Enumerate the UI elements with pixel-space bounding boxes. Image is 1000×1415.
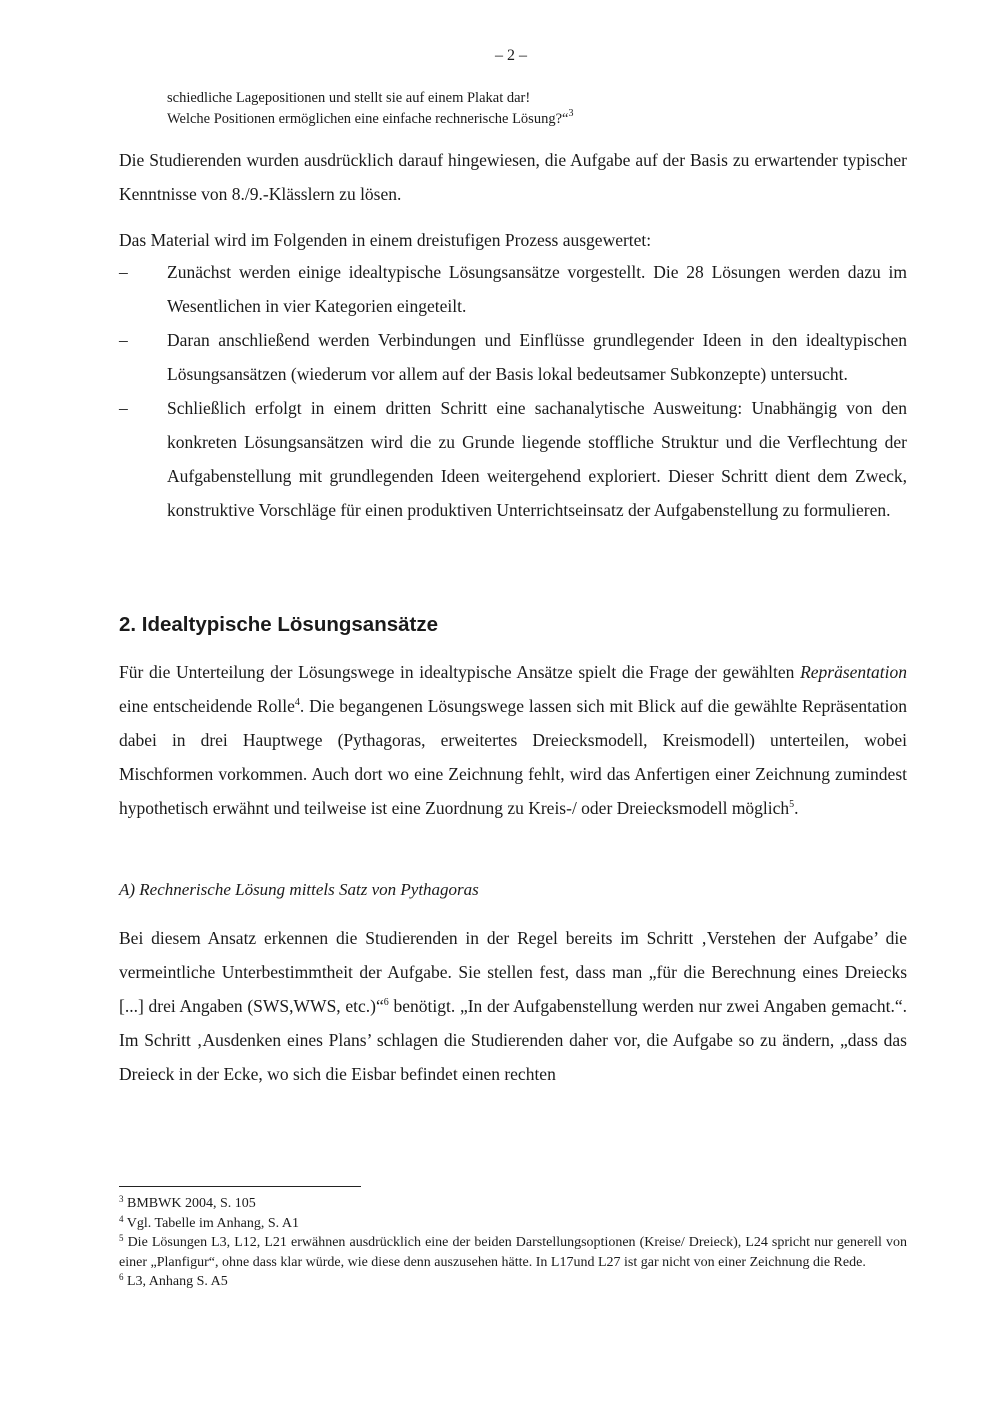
footnotes <box>119 1194 907 1292</box>
footnote-6 <box>119 1272 907 1292</box>
footnote-ref-3[interactable]: 3 <box>568 108 574 119</box>
footnote-4 <box>119 1214 907 1234</box>
dash-bullet-icon: – <box>119 330 128 350</box>
dash-bullet-icon: – <box>119 398 128 418</box>
text-run: Für die Unterteilung der Lösungswege in idealtypische Ansätze spielt die Frage der gewählten <box>119 662 801 682</box>
intro-paragraph-2 <box>119 223 907 257</box>
footnote-ref-6[interactable]: 6 <box>383 997 389 1008</box>
quote-line-2 <box>167 109 907 130</box>
footnote-separator <box>119 1186 361 1187</box>
footnote-3 <box>119 1194 907 1214</box>
footnote-text: L3, Anhang S. A5 <box>123 1274 228 1289</box>
footnote-ref-4[interactable]: 4 <box>294 697 300 708</box>
process-list <box>119 255 907 527</box>
subsection-a-paragraph-text <box>119 921 907 1091</box>
quote-line-2-text: Welche Positionen ermöglichen eine einfache rechnerische Lösung?“ <box>167 111 569 127</box>
page-number: – 2 – <box>495 47 527 64</box>
list-item-text: Daran anschließend werden Verbindungen und Einflüsse grundlegender Ideen in den idealtypischen Lösungsansätzen (wiederum vor allem auf der Basis lokal bedeutsamer Subkonzepte) untersucht. <box>167 330 907 384</box>
text-run: . <box>794 798 799 818</box>
intro-paragraph-1 <box>119 143 907 211</box>
list-item <box>119 255 907 323</box>
text-run: eine entscheidende Rolle <box>119 696 295 716</box>
intro-paragraph-1-text: Die Studierenden wurden ausdrücklich darauf hingewiesen, die Aufgabe auf der Basis zu erwartender typischer Kenntnisse von 8./9.-Klässlern zu lösen. <box>119 150 907 204</box>
text-run: Bei diesem Ansatz erkennen die Studierenden in der Regel bereits im Schritt ‚Verstehen der Aufgabe’ die vermeintliche Unterbestimmtheit der Aufgabe. Sie stellen fest, dass man „für die Berechnung eines Dreiecks [...] drei Angaben (SWS,WWS, etc.)“ <box>119 928 907 1016</box>
section-2-paragraph <box>119 655 907 825</box>
footnote-text: Die Lösungen L3, L12, L21 erwähnen ausdrücklich eine der beiden Darstellungsoptionen (Kreise/ Dreieck), L24 spricht nur generell von einer „Planfigur“, ohne dass klar würde, wie diese denn auszusehen hätte. In L17und L27 ist gar nicht von einer Zeichnung die Rede. <box>119 1235 907 1270</box>
quote-line-1: schiedliche Lagepositionen und stellt sie auf einem Plakat dar! <box>167 90 531 106</box>
list-item <box>119 323 907 391</box>
block-quote <box>167 88 907 130</box>
text-run: . Die begangenen Lösungswege lassen sich mit Blick auf die gewählte Repräsentation dabei in drei Hauptwege (Pythagoras, erweitertes Dreiecksmodell, Kreismodell) unterteilen, wobei Mischformen vorkommen. Auch dort wo eine Zeichnung fehlt, wird das Anfertigen einer Zeichnung zumindest hypothetisch erwähnt und teilweise ist eine Zuordnung zu Kreis-/ oder Dreiecksmodell möglich <box>119 696 907 818</box>
footnote-mark: 4 <box>119 1213 124 1224</box>
list-item-text: Schließlich erfolgt in einem dritten Schritt eine sachanalytische Ausweitung: Unabhängig von den konkreten Lösungsansätzen wird die zu Grunde liegende stoffliche Struktur und die Verflechtung der Aufgabenstellung mit grundlegenden Ideen weitergehend exploriert. Dieser Schritt dient dem Zweck, konstruktive Vorschläge für einen produktiven Unterrichtseinsatz der Aufgabenstellung zu formulieren. <box>167 398 907 520</box>
text-run: benötigt. „In der Aufgabenstellung werden nur zwei Angaben gemacht.“. Im Schritt ‚Ausdenken eines Plans’ schlagen die Studierenden daher vor, die Aufgabe so zu ändern, „dass das Dreieck in der Ecke, wo sich die Eisbar befindet einen rechten <box>119 996 908 1084</box>
dash-bullet-icon: – <box>119 262 128 282</box>
footnote-mark: 6 <box>119 1272 124 1282</box>
emphasis-representation: Repräsentation <box>800 662 907 682</box>
intro-paragraph-2-text: Das Material wird im Folgenden in einem dreistufigen Prozess ausgewertet: <box>119 230 652 250</box>
list-item-text: Zunächst werden einige idealtypische Lösungsansätze vorgestellt. Die 28 Lösungen werden dazu im Wesentlichen in vier Kategorien eingeteilt. <box>167 262 907 316</box>
footnote-ref-5[interactable]: 5 <box>789 799 795 810</box>
footnote-text: BMBWK 2004, S. 105 <box>123 1196 256 1211</box>
footnote-5 <box>119 1233 907 1272</box>
footnote-text: Vgl. Tabelle im Anhang, S. A1 <box>123 1215 299 1231</box>
footnote-mark: 3 <box>119 1194 124 1204</box>
footnote-mark: 5 <box>119 1233 124 1243</box>
subsection-heading: A) Rechnerische Lösung mittels Satz von Pythagoras <box>119 880 479 899</box>
list-item <box>119 391 907 527</box>
section-2-paragraph-text <box>119 655 907 825</box>
subsection-a-paragraph <box>119 921 907 1091</box>
section-heading: 2. Idealtypische Lösungsansätze <box>119 613 438 636</box>
